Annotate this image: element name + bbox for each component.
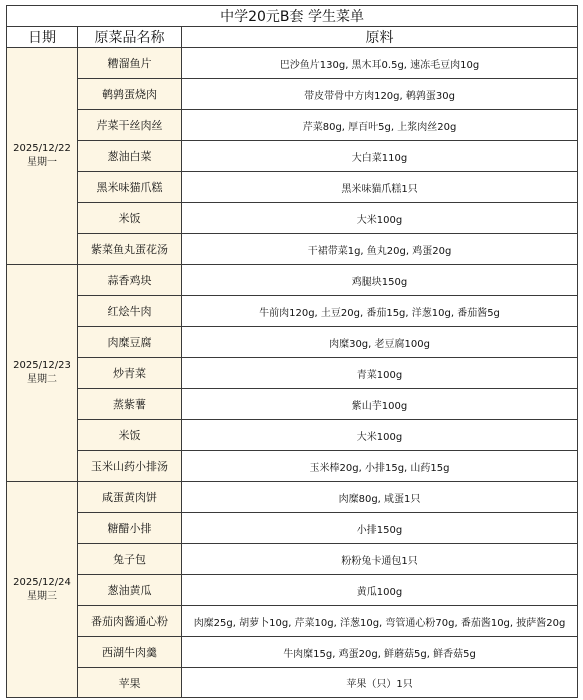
dish-ingredients: 黑米味猫爪糕1只	[182, 172, 578, 203]
dish-name: 葱油白菜	[78, 141, 182, 172]
menu-row	[7, 637, 578, 668]
dish-name: 鹌鹑蛋烧肉	[78, 79, 182, 110]
dish-name: 糖醋小排	[78, 513, 182, 544]
dish-ingredients: 带皮带骨中方肉120g, 鹌鹑蛋30g	[182, 79, 578, 110]
dish-name: 苹果	[78, 668, 182, 698]
dish-name: 西湖牛肉羹	[78, 637, 182, 668]
dish-name: 米饭	[78, 203, 182, 234]
dish-name: 兔子包	[78, 544, 182, 575]
dish-name: 炒青菜	[78, 358, 182, 389]
day-date: 2025/12/22	[13, 143, 71, 154]
menu-row	[7, 234, 578, 265]
dish-name: 红烩牛肉	[78, 296, 182, 327]
menu-row	[7, 575, 578, 606]
day-weekday: 星期二	[26, 374, 57, 385]
page-title: 中学20元B套 学生菜单	[7, 6, 578, 27]
menu-row	[7, 389, 578, 420]
dish-name: 米饭	[78, 420, 182, 451]
menu-sheet	[6, 5, 577, 698]
day-date-group	[13, 576, 71, 604]
menu-row	[7, 327, 578, 358]
dish-name: 咸蛋黄肉饼	[78, 482, 182, 513]
dish-name: 黑米味猫爪糕	[78, 172, 182, 203]
dish-ingredients: 肉糜30g, 老豆腐100g	[182, 327, 578, 358]
day-date-cell	[7, 265, 78, 482]
menu-row	[7, 668, 578, 698]
day-date-cell	[7, 482, 78, 698]
dish-column-header: 原菜品名称	[78, 27, 182, 48]
dish-ingredients: 肉糜80g, 咸蛋1只	[182, 482, 578, 513]
dish-ingredients: 牛前肉120g, 土豆20g, 番茄15g, 洋葱10g, 番茄酱5g	[182, 296, 578, 327]
dish-ingredients: 大白菜110g	[182, 141, 578, 172]
dish-name: 蒸紫薯	[78, 389, 182, 420]
menu-row	[7, 48, 578, 79]
dish-ingredients: 大米100g	[182, 203, 578, 234]
dish-ingredients: 玉米棒20g, 小排15g, 山药15g	[182, 451, 578, 482]
day-weekday: 星期一	[26, 157, 57, 168]
dish-ingredients: 巴沙鱼片130g, 黑木耳0.5g, 速冻毛豆肉10g	[182, 48, 578, 79]
menu-row	[7, 172, 578, 203]
day-weekday: 星期三	[26, 590, 57, 602]
dish-name: 蒜香鸡块	[78, 265, 182, 296]
dish-ingredients: 鸡腿块150g	[182, 265, 578, 296]
menu-row	[7, 482, 578, 513]
dish-name: 番茄肉酱通心粉	[78, 606, 182, 637]
dish-name: 玉米山药小排汤	[78, 451, 182, 482]
day-date: 2025/12/23	[13, 360, 71, 371]
dish-ingredients: 小排150g	[182, 513, 578, 544]
dish-ingredients: 苹果（只）1只	[182, 668, 578, 698]
dish-name: 糟溜鱼片	[78, 48, 182, 79]
menu-row	[7, 544, 578, 575]
dish-ingredients: 大米100g	[182, 420, 578, 451]
menu-body	[7, 48, 578, 698]
dish-ingredients: 牛肉糜15g, 鸡蛋20g, 鲜蘑菇5g, 鲜香菇5g	[182, 637, 578, 668]
menu-row	[7, 110, 578, 141]
day-date-group	[13, 142, 71, 170]
menu-row	[7, 420, 578, 451]
day-date-group	[13, 359, 71, 387]
menu-row	[7, 451, 578, 482]
dish-ingredients: 肉糜25g, 胡萝卜10g, 芹菜10g, 洋葱10g, 弯管通心粉70g, 番茄酱10g, 披萨酱20g	[182, 606, 578, 637]
menu-row	[7, 79, 578, 110]
day-date-cell	[7, 48, 78, 265]
menu-row	[7, 358, 578, 389]
menu-row	[7, 296, 578, 327]
dish-ingredients: 粉粉兔卡通包1只	[182, 544, 578, 575]
dish-name: 紫菜鱼丸蛋花汤	[78, 234, 182, 265]
dish-ingredients: 青菜100g	[182, 358, 578, 389]
dish-name: 芹菜干丝肉丝	[78, 110, 182, 141]
dish-name: 葱油黄瓜	[78, 575, 182, 606]
menu-row	[7, 265, 578, 296]
menu-table	[6, 5, 578, 698]
menu-row	[7, 203, 578, 234]
dish-ingredients: 芹菜80g, 厚百叶5g, 上浆肉丝20g	[182, 110, 578, 141]
dish-ingredients: 紫山芋100g	[182, 389, 578, 420]
ingredients-column-header: 原料	[182, 27, 578, 48]
menu-row	[7, 141, 578, 172]
date-column-header: 日期	[7, 27, 78, 48]
day-date: 2025/12/24	[13, 576, 71, 588]
dish-ingredients: 干裙带菜1g, 鱼丸20g, 鸡蛋20g	[182, 234, 578, 265]
dish-ingredients: 黄瓜100g	[182, 575, 578, 606]
menu-row	[7, 513, 578, 544]
dish-name: 肉糜豆腐	[78, 327, 182, 358]
menu-row	[7, 606, 578, 637]
